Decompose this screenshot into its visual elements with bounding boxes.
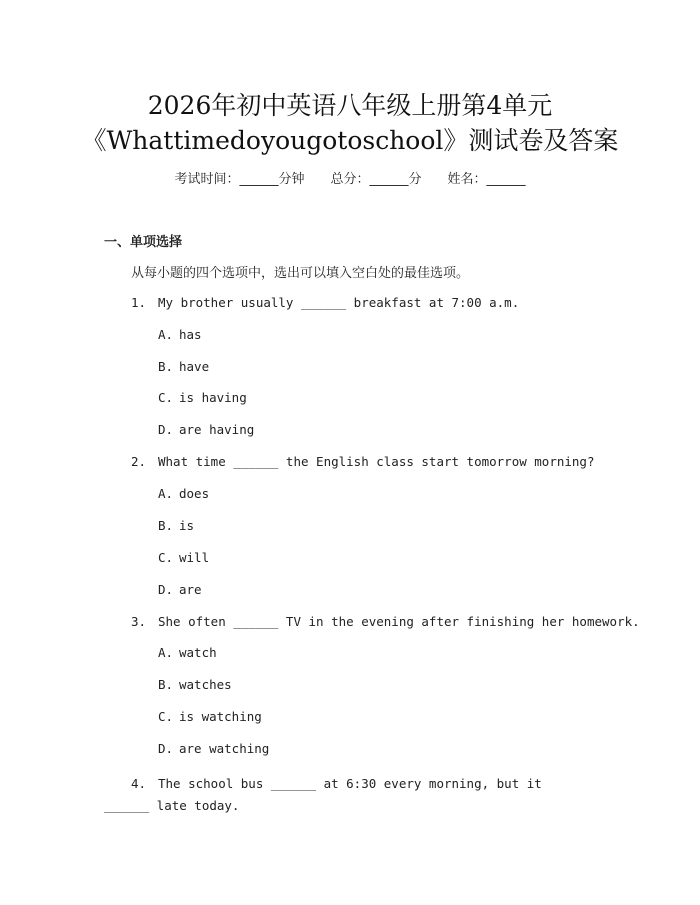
question-number: 4. [131, 776, 147, 791]
section-instruction: 从每小题的四个选项中，选出可以填入空白处的最佳选项。 [131, 266, 470, 281]
question-1-option-d [158, 422, 254, 437]
page-title-line-1: 2026年初中英语八年级上册第4单元 [147, 91, 553, 120]
option-letter: D. [158, 741, 174, 756]
total-score-field: 总分：______分 [330, 172, 422, 187]
option-letter: C. [158, 550, 174, 565]
option-text: is [179, 518, 195, 533]
option-letter: A. [158, 327, 174, 342]
option-letter: A. [158, 645, 174, 660]
option-letter: C. [158, 390, 174, 405]
question-3-option-b [158, 677, 232, 692]
question-3-option-d [158, 741, 269, 756]
option-letter: D. [158, 422, 174, 437]
question-2-option-a [158, 486, 209, 501]
question-1-option-c [158, 390, 247, 405]
option-text: is having [179, 390, 247, 405]
option-text: watches [179, 677, 232, 692]
question-1 [131, 295, 519, 310]
question-text: She often ______ TV in the evening after finishing her homework. [158, 614, 640, 629]
question-2-option-b [158, 518, 194, 533]
option-text: watch [179, 645, 217, 660]
question-number: 2. [131, 454, 147, 469]
question-4 [104, 773, 592, 817]
option-letter: A. [158, 486, 174, 501]
option-text: are watching [179, 741, 270, 756]
option-text: has [179, 327, 202, 342]
option-letter: B. [158, 518, 174, 533]
option-text: have [179, 359, 210, 374]
option-letter: D. [158, 582, 174, 597]
page-title-line-2: 《Whattimedoyougotoschool》测试卷及答案 [81, 126, 619, 155]
question-2 [131, 454, 595, 469]
question-1-option-a [158, 327, 202, 342]
option-text: is watching [179, 709, 262, 724]
exam-time-field: 考试时间：______分钟 [174, 172, 305, 187]
option-letter: B. [158, 677, 174, 692]
option-text: will [179, 550, 210, 565]
student-name-field: 姓名：______ [447, 172, 526, 187]
option-letter: C. [158, 709, 174, 724]
option-letter: B. [158, 359, 174, 374]
option-text: are [179, 582, 202, 597]
question-1-option-b [158, 359, 209, 374]
question-text: The school bus ______ at 6:30 every morning, but it ______ late today. [104, 776, 542, 813]
question-number: 1. [131, 295, 147, 310]
question-text: What time ______ the English class start tomorrow morning? [158, 454, 595, 469]
question-text: My brother usually ______ breakfast at 7:00 a.m. [158, 295, 520, 310]
exam-meta [0, 168, 700, 187]
question-2-option-c [158, 550, 209, 565]
option-text: are having [179, 422, 255, 437]
section-heading: 一、单项选择 [104, 235, 183, 250]
question-3-option-c [158, 709, 262, 724]
question-3-option-a [158, 645, 217, 660]
question-number: 3. [131, 614, 147, 629]
question-2-option-d [158, 582, 202, 597]
option-text: does [179, 486, 210, 501]
question-3 [131, 614, 640, 629]
